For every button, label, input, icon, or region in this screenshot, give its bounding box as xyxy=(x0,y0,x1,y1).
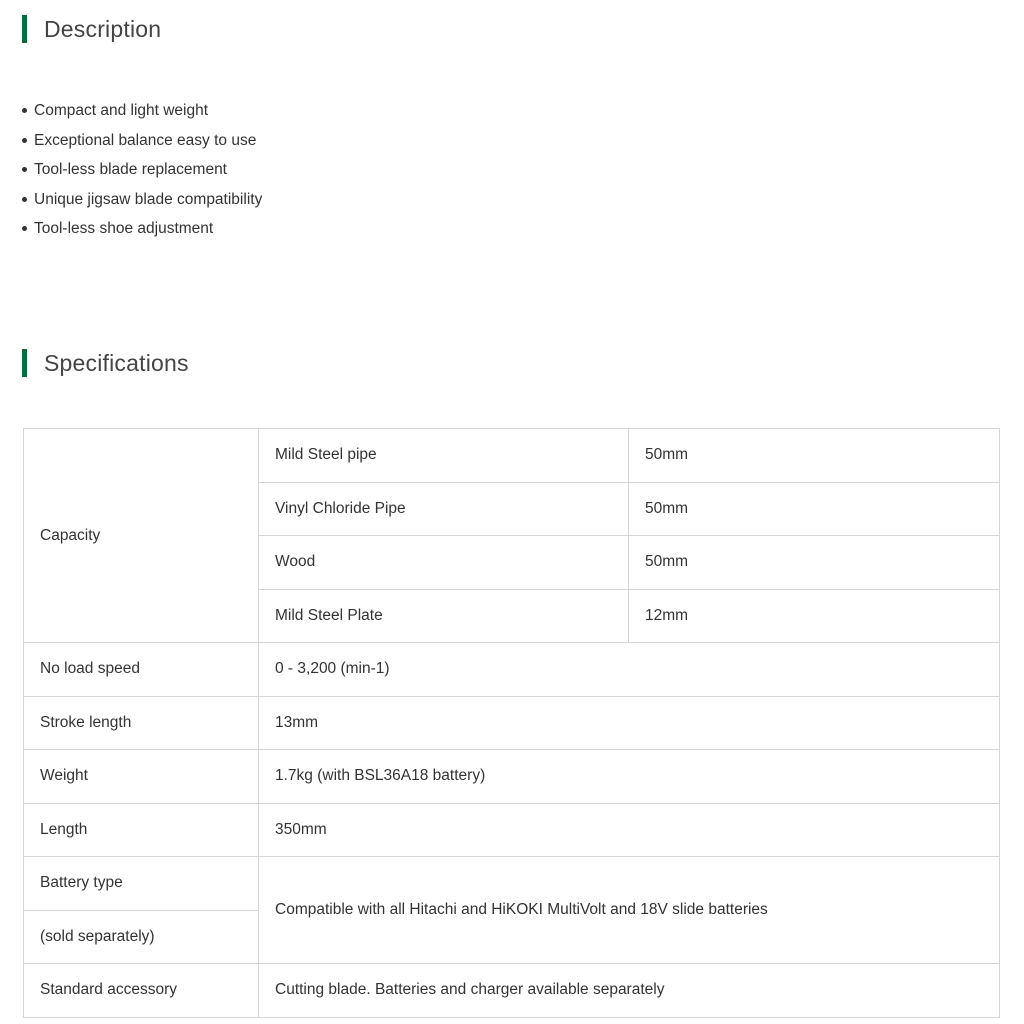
spec-label: Length xyxy=(24,803,259,857)
table-row xyxy=(24,803,1000,857)
capacity-material: Vinyl Chloride Pipe xyxy=(259,482,629,536)
spec-value: 0 - 3,200 (min-1) xyxy=(259,643,1000,697)
specifications-heading xyxy=(22,349,189,377)
bullet-icon xyxy=(22,108,27,113)
capacity-label: Capacity xyxy=(24,429,259,643)
standard-accessory-value: Cutting blade. Batteries and charger available separately xyxy=(259,964,1000,1018)
specifications-title: Specifications xyxy=(44,349,189,376)
battery-sold-separately-label: (sold separately) xyxy=(24,910,259,964)
list-item: Exceptional balance easy to use xyxy=(22,126,262,156)
spec-value: 350mm xyxy=(259,803,1000,857)
battery-type-label: Battery type xyxy=(24,857,259,911)
bullet-icon xyxy=(22,226,27,231)
table-row xyxy=(24,857,1000,911)
spec-value: 13mm xyxy=(259,696,1000,750)
table-row xyxy=(24,696,1000,750)
list-item: Compact and light weight xyxy=(22,96,262,126)
standard-accessory-label: Standard accessory xyxy=(24,964,259,1018)
table-row xyxy=(24,750,1000,804)
capacity-value: 50mm xyxy=(629,536,1000,590)
description-title: Description xyxy=(44,15,162,42)
table-row xyxy=(24,429,1000,483)
spec-label: Stroke length xyxy=(24,696,259,750)
table-row xyxy=(24,964,1000,1018)
table-row xyxy=(24,643,1000,697)
spec-value: 1.7kg (with BSL36A18 battery) xyxy=(259,750,1000,804)
specifications-table xyxy=(23,428,1000,1018)
list-item: Unique jigsaw blade compatibility xyxy=(22,185,262,215)
heading-accent-bar xyxy=(22,349,27,377)
bullet-icon xyxy=(22,138,27,143)
list-item: Tool-less shoe adjustment xyxy=(22,214,262,244)
feature-list xyxy=(22,96,262,244)
capacity-value: 12mm xyxy=(629,589,1000,643)
capacity-value: 50mm xyxy=(629,429,1000,483)
bullet-icon xyxy=(22,167,27,172)
heading-accent-bar xyxy=(22,15,27,43)
capacity-material: Wood xyxy=(259,536,629,590)
capacity-value: 50mm xyxy=(629,482,1000,536)
description-heading xyxy=(22,15,161,43)
capacity-material: Mild Steel Plate xyxy=(259,589,629,643)
bullet-icon xyxy=(22,197,27,202)
spec-label: Weight xyxy=(24,750,259,804)
battery-type-value: Compatible with all Hitachi and HiKOKI MultiVolt and 18V slide batteries xyxy=(259,857,1000,964)
capacity-material: Mild Steel pipe xyxy=(259,429,629,483)
list-item: Tool-less blade replacement xyxy=(22,155,262,185)
spec-label: No load speed xyxy=(24,643,259,697)
